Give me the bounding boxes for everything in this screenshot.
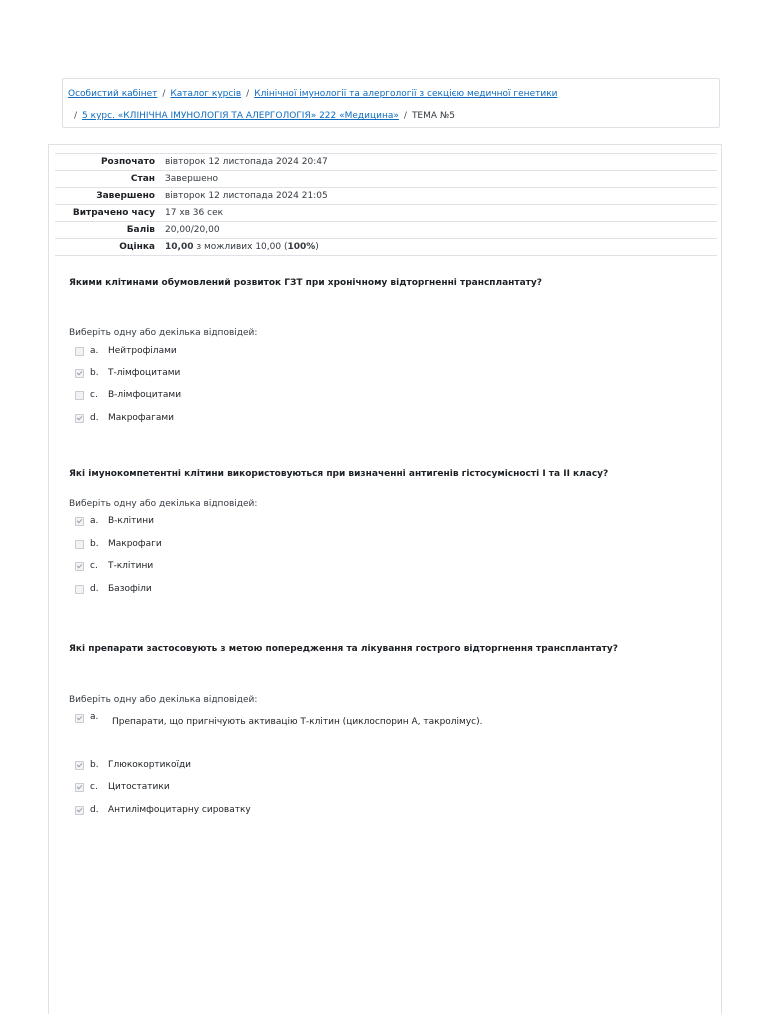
breadcrumb-separator: /: [246, 89, 250, 99]
summary-label: Балів: [55, 222, 165, 239]
checkbox[interactable]: [75, 585, 84, 594]
question-3-option-b[interactable]: [75, 759, 191, 771]
question-2-prompt: Виберіть одну або декілька відповідей:: [69, 499, 258, 509]
grade-middle: з можливих 10,00 (: [193, 242, 288, 252]
option-letter: b.: [90, 368, 99, 378]
checkbox-checked[interactable]: [75, 761, 84, 770]
option-text: Т-клітини: [108, 561, 154, 571]
option-text: Макрофагами: [108, 413, 175, 423]
question-1-text: Якими клітинами обумовлений розвиток ГЗТ при хронічному відторгненні трансплантату?: [69, 278, 542, 288]
checkbox-checked[interactable]: [75, 783, 84, 792]
attempt-summary-table: [55, 153, 717, 256]
grade-percent: 100%: [287, 242, 316, 252]
checkbox-checked[interactable]: [75, 714, 84, 723]
question-1-option-b[interactable]: [75, 367, 180, 379]
checkbox[interactable]: [75, 347, 84, 356]
option-text: Глюкокортикоїди: [108, 760, 192, 770]
breadcrumb-line-2: [74, 110, 455, 122]
checkbox-checked[interactable]: [75, 806, 84, 815]
question-2-text: Які імунокомпетентні клітини використовуються при визначенні антигенів гістосумісності І та ІІ класу?: [69, 469, 609, 479]
breadcrumb-link-course[interactable]: 5 курс. «КЛІНІЧНА ІМУНОЛОГІЯ ТА АЛЕРГОЛОГІЯ» 222 «Медицина»: [82, 111, 399, 121]
option-letter: a.: [90, 346, 99, 356]
checkbox-checked[interactable]: [75, 414, 84, 423]
question-2-option-b[interactable]: [75, 538, 162, 550]
summary-value: Завершено: [165, 171, 717, 188]
question-3-option-c[interactable]: [75, 781, 170, 793]
summary-label: Завершено: [55, 188, 165, 205]
question-1-option-c[interactable]: [75, 389, 181, 401]
summary-value: вівторок 12 листопада 2024 21:05: [165, 188, 717, 205]
checkbox[interactable]: [75, 540, 84, 549]
summary-value: вівторок 12 листопада 2024 20:47: [165, 154, 717, 171]
question-3-option-a[interactable]: [75, 712, 483, 732]
option-letter: c.: [90, 390, 98, 400]
checkbox-checked[interactable]: [75, 369, 84, 378]
question-2-option-a[interactable]: [75, 515, 154, 527]
breadcrumb-link-department[interactable]: Клінічної імунології та алергології з секцією медичної генетики: [254, 89, 558, 99]
option-text: Макрофаги: [108, 539, 162, 549]
checkbox[interactable]: [75, 391, 84, 400]
option-letter: a.: [90, 712, 99, 722]
option-text: Препарати, що пригнічують активацію Т-клітин (циклоспорин А, такролімус).: [112, 717, 483, 727]
summary-row-completed: [55, 188, 717, 205]
option-letter: b.: [90, 760, 99, 770]
question-1-prompt: Виберіть одну або декілька відповідей:: [69, 328, 258, 338]
summary-row-marks: [55, 222, 717, 239]
summary-value: 20,00/20,00: [165, 222, 717, 239]
summary-row-grade: [55, 239, 717, 256]
summary-row-started: [55, 154, 717, 171]
option-text: Цитостатики: [108, 782, 170, 792]
breadcrumb-current-topic: ТЕМА №5: [411, 111, 455, 121]
question-3-prompt: Виберіть одну або декілька відповідей:: [69, 695, 258, 705]
question-1-option-d[interactable]: [75, 412, 174, 424]
option-letter: d.: [90, 413, 99, 423]
summary-label: Витрачено часу: [55, 205, 165, 222]
checkbox-checked[interactable]: [75, 517, 84, 526]
option-letter: d.: [90, 584, 99, 594]
option-letter: b.: [90, 539, 99, 549]
summary-value: 17 хв 36 сек: [165, 205, 717, 222]
breadcrumb-separator: /: [162, 89, 166, 99]
breadcrumb-separator: /: [74, 111, 78, 121]
grade-value: [165, 239, 717, 256]
breadcrumb: [62, 78, 720, 128]
grade-score: 10,00: [165, 242, 194, 252]
summary-label: Оцінка: [55, 239, 165, 256]
option-letter: d.: [90, 805, 99, 815]
option-text: Нейтрофілами: [108, 346, 177, 356]
checkbox-checked[interactable]: [75, 562, 84, 571]
question-2-option-d[interactable]: [75, 583, 152, 595]
summary-label: Розпочато: [55, 154, 165, 171]
grade-end: ): [315, 242, 319, 252]
breadcrumb-separator: /: [403, 111, 407, 121]
option-text: В-клітини: [108, 516, 154, 526]
question-3-option-d[interactable]: [75, 804, 251, 816]
quiz-review-card: [48, 144, 722, 1014]
option-text: Базофіли: [108, 584, 152, 594]
breadcrumb-link-course-catalog[interactable]: Каталог курсів: [170, 89, 242, 99]
question-2-option-c[interactable]: [75, 560, 153, 572]
breadcrumb-line-1: [68, 88, 557, 100]
summary-label: Стан: [55, 171, 165, 188]
option-text: В-лімфоцитами: [108, 390, 182, 400]
breadcrumb-link-dashboard[interactable]: Особистий кабінет: [68, 89, 158, 99]
option-letter: c.: [90, 782, 98, 792]
summary-row-state: [55, 171, 717, 188]
option-text: Т-лімфоцитами: [108, 368, 181, 378]
option-letter: a.: [90, 516, 99, 526]
option-text: Антилімфоцитарну сироватку: [108, 805, 251, 815]
question-3-text: Які препарати застосовують з метою попередження та лікування гострого відторгнення трансплантату?: [69, 644, 618, 654]
question-1-option-a[interactable]: [75, 345, 177, 357]
option-letter: c.: [90, 561, 98, 571]
summary-row-time-taken: [55, 205, 717, 222]
